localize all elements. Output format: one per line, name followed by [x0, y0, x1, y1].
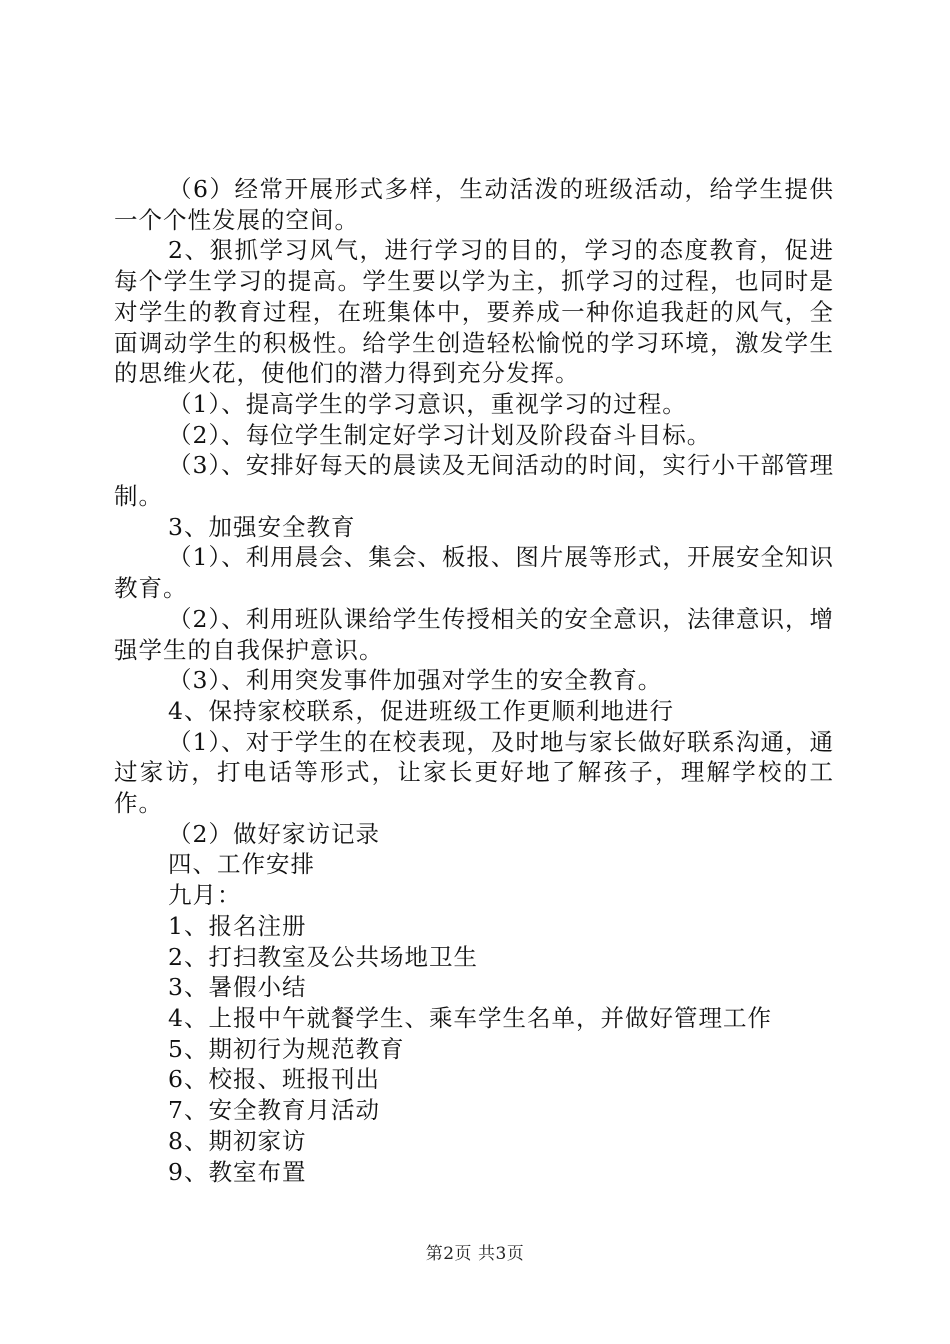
list-item: 2、打扫教室及公共场地卫生: [168, 942, 478, 971]
list-item: 8、期初家访: [168, 1126, 307, 1155]
paragraph-study-awareness: （1）、提高学生的学习意识，重视学习的过程。: [168, 389, 687, 418]
list-item: 7、安全教育月活动: [168, 1096, 380, 1125]
paragraph-parent-contact: （1）、对于学生的在校表现，及时地与家长做好联系沟通，通过家访，打电话等形式，让家长更好地了解孩子，理解学校的工作。: [114, 727, 834, 818]
heading-home-school: 4、保持家校联系，促进班级工作更顺利地进行: [168, 696, 674, 725]
list-item: 3、暑假小结: [168, 973, 307, 1002]
document-body: [114, 174, 834, 1187]
paragraph-safety-class: （2）、利用班队课给学生传授相关的安全意识，法律意识，增强学生的自我保护意识。: [114, 604, 834, 664]
paragraph-study-plan: （2）、每位学生制定好学习计划及阶段奋斗目标。: [168, 420, 712, 449]
list-item: 5、期初行为规范教育: [168, 1034, 405, 1063]
page-number-footer: 第2页 共3页: [425, 1244, 525, 1264]
paragraph-visit-records: （2）做好家访记录: [168, 819, 380, 848]
paragraph-safety-events: （3）、利用突发事件加强对学生的安全教育。: [168, 666, 663, 695]
paragraph-safety-forms: （1）、利用晨会、集会、板报、图片展等形式，开展安全知识教育。: [114, 543, 834, 603]
paragraph-morning-reading: （3）、安排好每天的晨读及无间活动的时间，实行小干部管理制。: [114, 451, 834, 511]
list-item: 6、校报、班报刊出: [168, 1065, 380, 1094]
heading-work-arrangement: 四、工作安排: [168, 850, 315, 879]
paragraph-activities: （6）经常开展形式多样，生动活泼的班级活动，给学生提供一个个性发展的空间。: [114, 175, 834, 234]
list-item: 1、报名注册: [168, 911, 307, 940]
heading-safety-education: 3、加强安全教育: [168, 512, 356, 541]
list-item: 4、上报中午就餐学生、乘车学生名单，并做好管理工作: [168, 1003, 772, 1032]
heading-september: 九月：: [168, 881, 242, 910]
paragraph-study-atmosphere: 2、狠抓学习风气，进行学习的目的，学习的态度教育，促进每个学生学习的提高。学生要以学为主，抓学习的过程，也同时是对学生的教育过程，在班集体中，要养成一种你追我赶的风气，全面调动学生的积极性。给学生创造轻松愉悦的学习环境，激发学生的思维火花，使他们的潜力得到充分发挥。: [114, 236, 834, 388]
list-item: 9、教室布置: [168, 1157, 307, 1186]
